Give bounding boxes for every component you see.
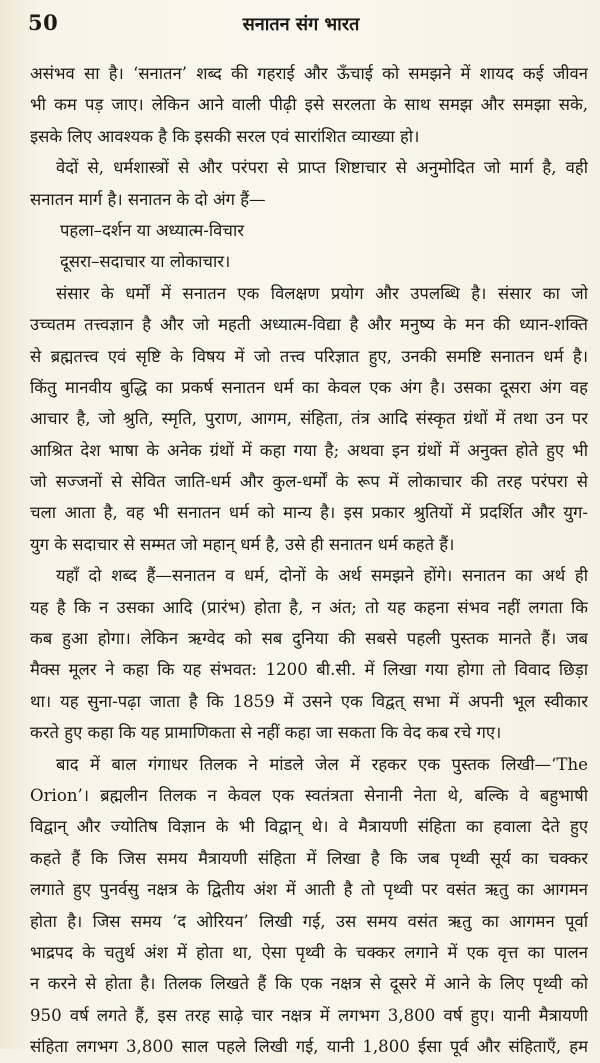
text-line: संहिता लगभग 3,800 साल पहले लिखी गई, यानी 1,800 ईसा पूर्व और संहिताएँ, हम (30, 1037, 588, 1057)
text-line: भी कम पड़ जाए। लेकिन आने वाली पीढ़ी इसे सरलता के साथ समझ और समझा सके, (30, 95, 588, 115)
text-line: कब हुआ होगा। लेकिन ऋग्वेद को सब दुनिया की सबसे पहली पुस्तक मानते हैं। जब (30, 629, 588, 649)
text-line: सनातन मार्ग है। सनातन के दो अंग हैं— (30, 189, 266, 209)
text-line: पहला–दर्शन या अध्यात्म-विचार (60, 220, 245, 240)
text-line: 950 वर्ष लगते हैं, इस तरह साढ़े चार नक्षत्र में लगभग 3,800 वर्ष हुए। यानी मैत्रायणी (30, 1005, 588, 1025)
text-line: लगाते हुए पुनर्वसु नक्षत्र के द्वितीय अंश में आती है तो पृथ्वी पर वसंत ऋतु का आगमन (30, 880, 588, 900)
text-line: होता है। जिस समय ‘द ओरियन’ लिखी गई, उस समय वसंत ऋतु का आगमन पूर्वा (30, 911, 588, 931)
text-line: भाद्रपद के चतुर्थ अंश में होता था, ऐसा पृथ्वी के चक्कर लगाने में एक वृत्त का पालन (30, 942, 588, 962)
text-line: वेदों से, धर्मशास्त्रों से और परंपरा से प्राप्त शिष्टाचार से अनुमोदित जो मार्ग है, वही (56, 158, 588, 178)
text-line: बाद में बाल गंगाधर तिलक ने मांडले जेल में रहकर एक पुस्तक लिखी—‘The (56, 754, 588, 774)
text-line: संसार के धर्मों में सनातन एक विलक्षण प्रयोग और उपलब्धि है। संसार का जो (56, 283, 588, 303)
text-line: Orion’। ब्रह्मलीन तिलक न केवल एक स्वतंत्रता सेनानी नेता थे, बल्कि वे बहुभाषी (30, 785, 588, 805)
page-number: 50 (28, 10, 59, 35)
text-line: मैक्स मूलर ने कहा कि यह संभवत: 1200 बी.सी. में लिखा गया होगा तो विवाद छिड़ा (30, 660, 588, 680)
text-line: न करने से होता है। तिलक लिखते हैं कि एक नक्षत्र से दूसरे में आने के लिए पृथ्वी को (30, 974, 588, 994)
text-line: करते हुए कहा कि यह प्रामाणिकता से नहीं कहा जा सकता कि वेद कब रचे गए। (30, 723, 502, 743)
running-title: सनातन संग भारत (242, 14, 360, 35)
text-line: जो सज्जनों से सेवित जाति-धर्म और कुल-धर्मों के रूप में लोकाचार की तरह परंपरा से (30, 472, 588, 492)
text-line: चला आता है, वह भी सनातन धर्म को मान्य है। इस प्रकार श्रुतियों में प्रदर्शित और युग- (30, 503, 588, 523)
text-line: आश्रित देश भाषा के अनेक ग्रंथों में कहा गया है; अथवा इन ग्रंथों में अनुक्त होते हुए भी (30, 440, 588, 460)
text-line: यह है कि न उसका आदि (प्रारंभ) होता है, न अंत; तो यह कहना संभव नहीं लगता कि (30, 597, 588, 617)
page-header (28, 8, 574, 44)
text-line: असंभव सा है। ‘सनातन’ शब्द की गहराई और ऊँचाई को समझने में शायद कई जीवन (30, 64, 588, 83)
text-line: विद्वान् और ज्योतिष विज्ञान के भी विद्वान् थे। वे मैत्रायणी संहिता का हवाला देते हुए (30, 817, 588, 837)
text-line: कहते हैं कि जिस समय मैत्रायणी संहिता में लिखा है कि जब पृथ्वी सूर्य का चक्कर (30, 848, 588, 868)
body-text (30, 58, 588, 1063)
text-line: यहाँ दो शब्द हैं—सनातन व धर्म, दोनों के अर्थ समझने होंगे। सनातन का अर्थ ही (56, 566, 588, 586)
text-line: इसके लिए आवश्यक है कि इसकी सरल एवं सारांशित व्याख्या हो। (30, 126, 420, 146)
text-line: दूसरा–सदाचार या लोकाचार। (60, 252, 231, 272)
text-line: आचार है, जो श्रुति, स्मृति, पुराण, आगम, संहिता, तंत्र आदि संस्कृत ग्रंथों में तथा उन पर (30, 409, 588, 429)
text-line: उच्चतम तत्त्वज्ञान है और जो महती अध्यात्म-विद्या है और मनुष्य के मन की ध्यान-शक्ति (30, 315, 588, 335)
text-line: था। यह सुना-पढ़ा जाता है कि 1859 में उसने एक विद्वत् सभा में अपनी भूल स्वीकार (30, 691, 588, 711)
text-line: से ब्रह्मतत्त्व एवं सृष्टि के विषय में जो तत्त्व परिज्ञात हुए, उनकी समष्टि सनातन धर्म है। (30, 346, 588, 366)
text-line: युग के सदाचार से सम्मत जो महान् धर्म है, उसे ही सनातन धर्म कहते हैं। (30, 534, 455, 554)
text-line: किंतु मानवीय बुद्धि का प्रकर्ष सनातन धर्म का केवल एक अंग है। उसका दूसरा अंग वह (30, 377, 588, 397)
